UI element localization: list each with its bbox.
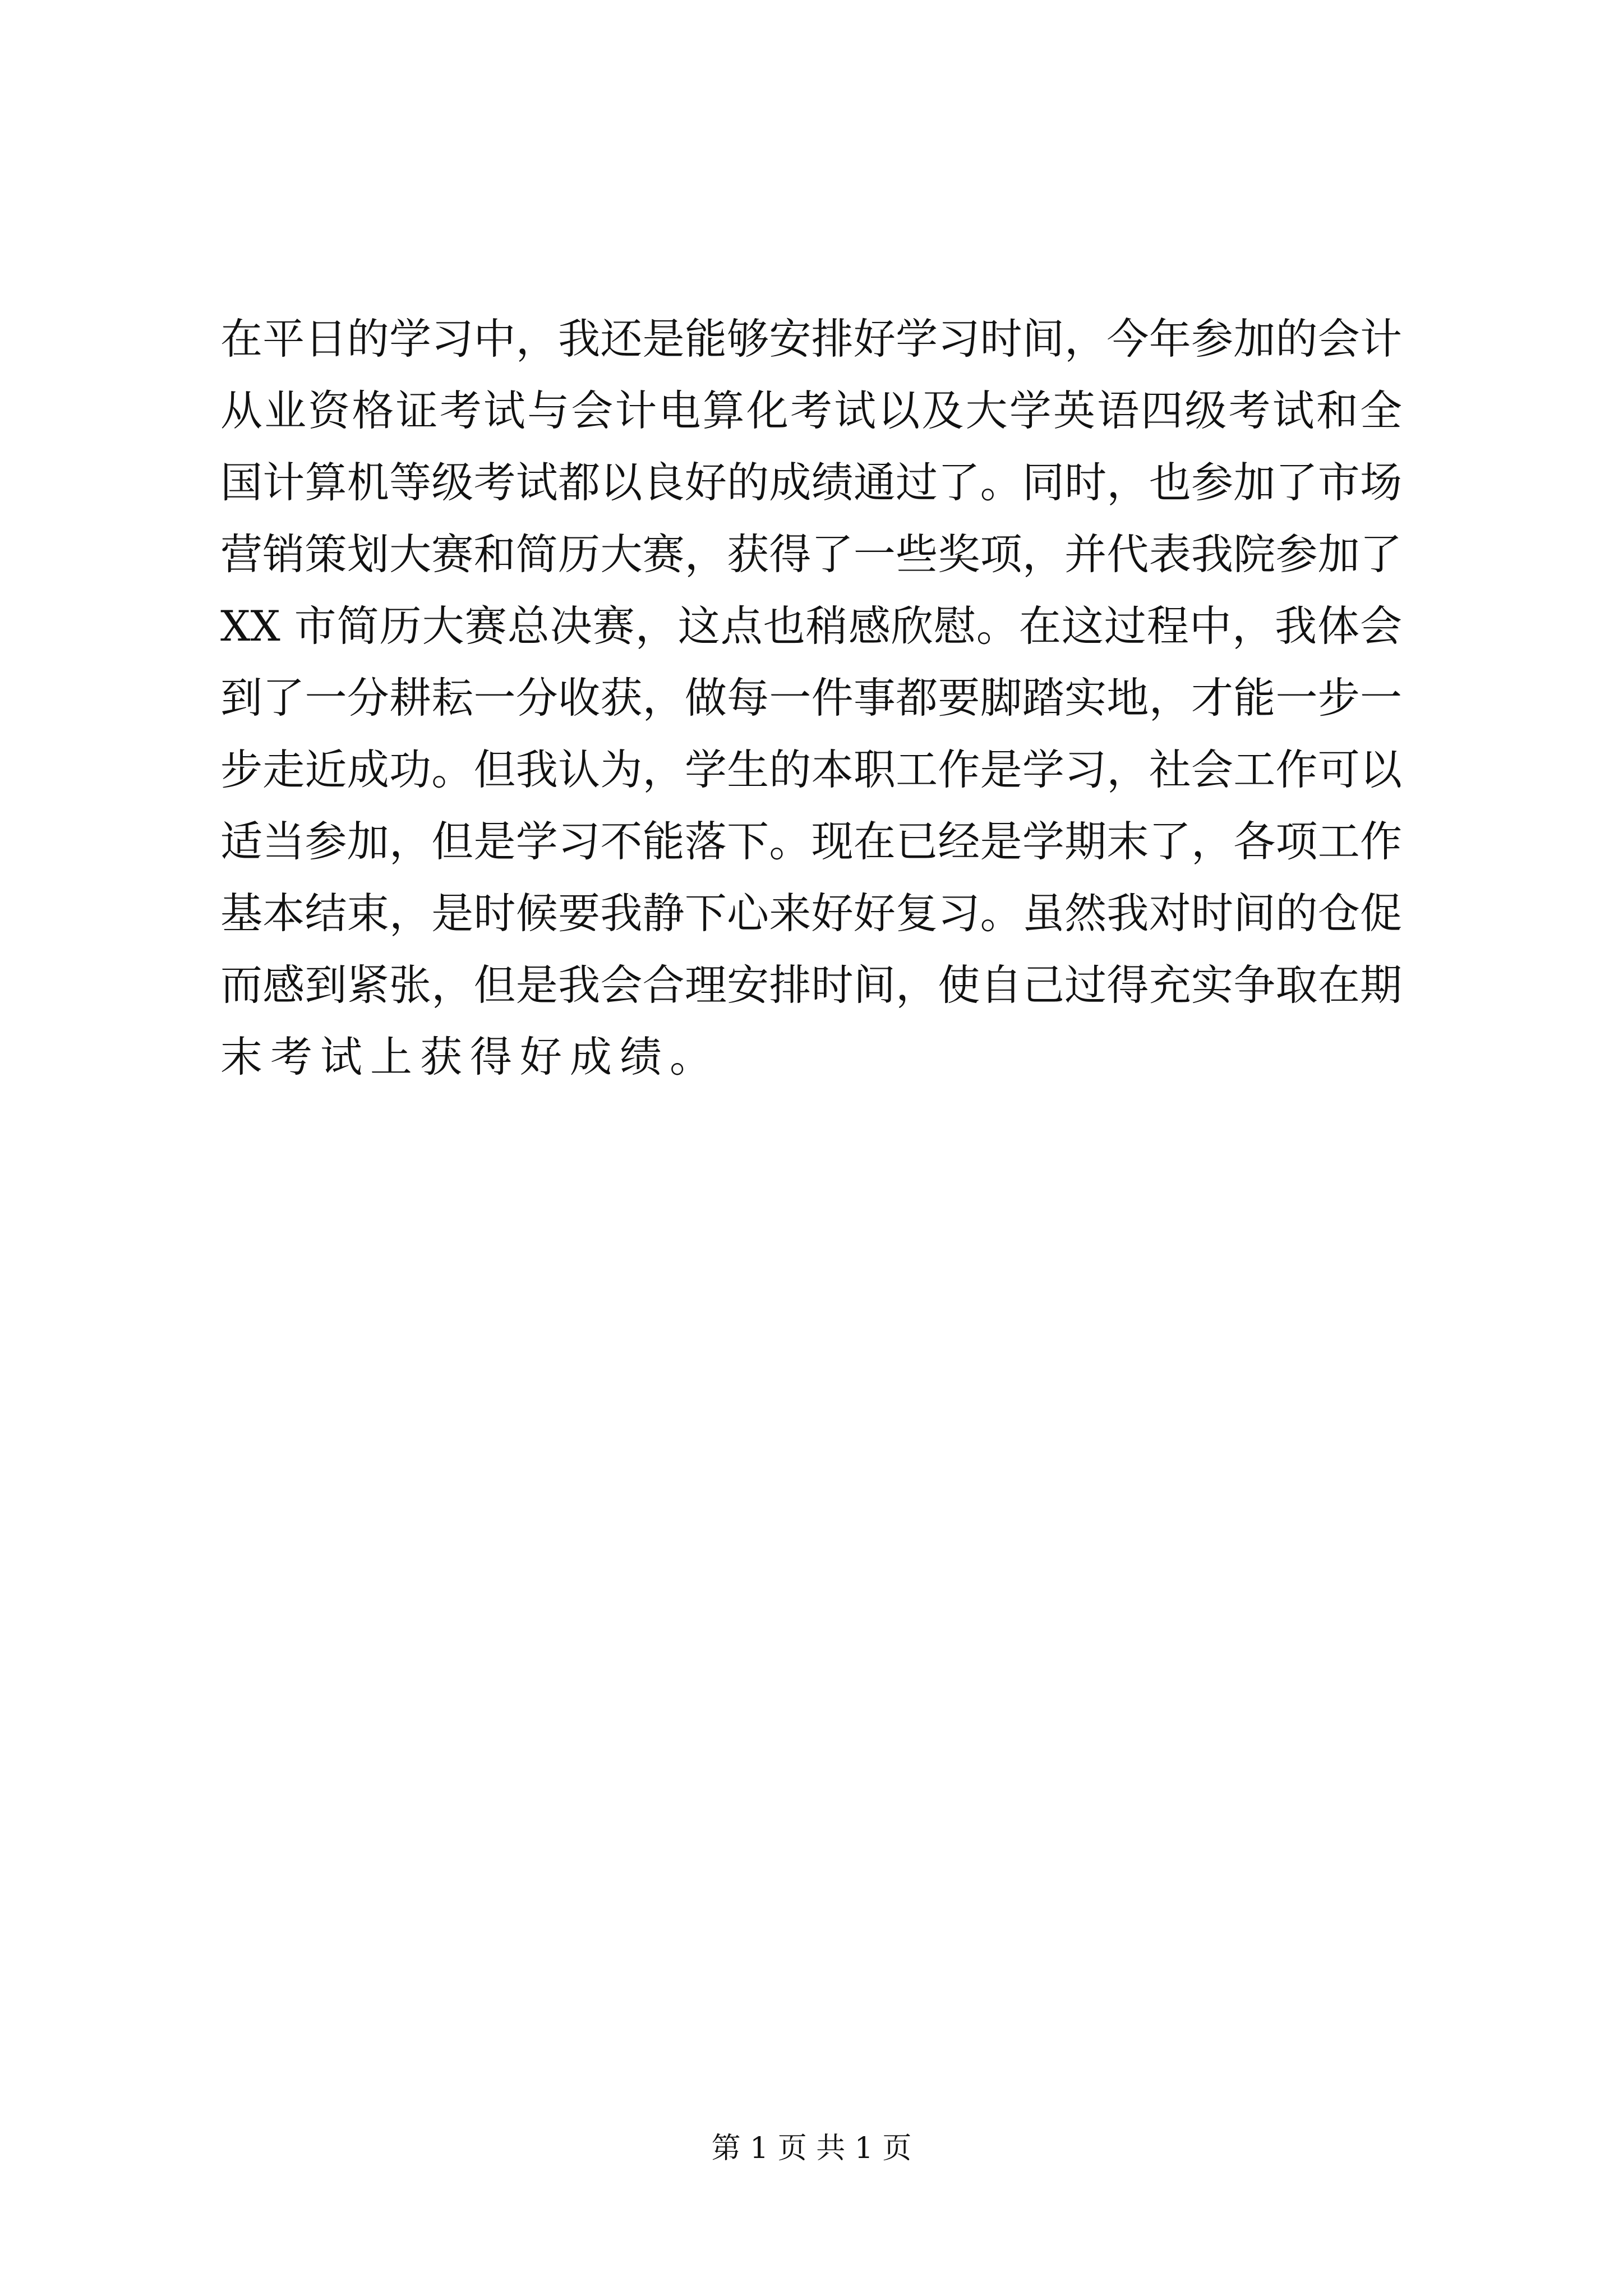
paragraph-line-3: 国计算机等级考试都以良好的成绩通过了。同时，也参加了市场 (220, 458, 1402, 507)
paragraph-line-8: 适当参加，但是学习不能落下。现在已经是学期末了，各项工作 (220, 817, 1402, 866)
page-number-footer: 第 1 页 共 1 页 (711, 2132, 912, 2165)
paragraph-line-10: 而感到紧张，但是我会合理安排时间，使自己过得充实争取在期 (220, 960, 1402, 1010)
paragraph-line-7: 步走近成功。但我认为，学生的本职工作是学习，社会工作可以 (220, 745, 1402, 794)
paragraph-line-2: 从业资格证考试与会计电算化考试以及大学英语四级考试和全 (220, 386, 1402, 435)
paragraph-line-1: 在平日的学习中，我还是能够安排好学习时间，今年参加的会计 (220, 314, 1402, 364)
paragraph-line-5: XX 市简历大赛总决赛，这点也稍感欣慰。在这过程中，我体会 (220, 601, 1402, 651)
paragraph-line-6: 到了一分耕耘一分收获，做每一件事都要脚踏实地，才能一步一 (220, 673, 1402, 723)
paragraph-line-4: 营销策划大赛和简历大赛，获得了一些奖项，并代表我院参加了 (220, 530, 1402, 579)
body-paragraph (220, 303, 1402, 1093)
paragraph-line-9: 基本结束，是时候要我静下心来好好复习。虽然我对时间的仓促 (220, 889, 1402, 938)
paragraph-line-11: 末考试上获得好成绩。 (220, 1032, 720, 1082)
